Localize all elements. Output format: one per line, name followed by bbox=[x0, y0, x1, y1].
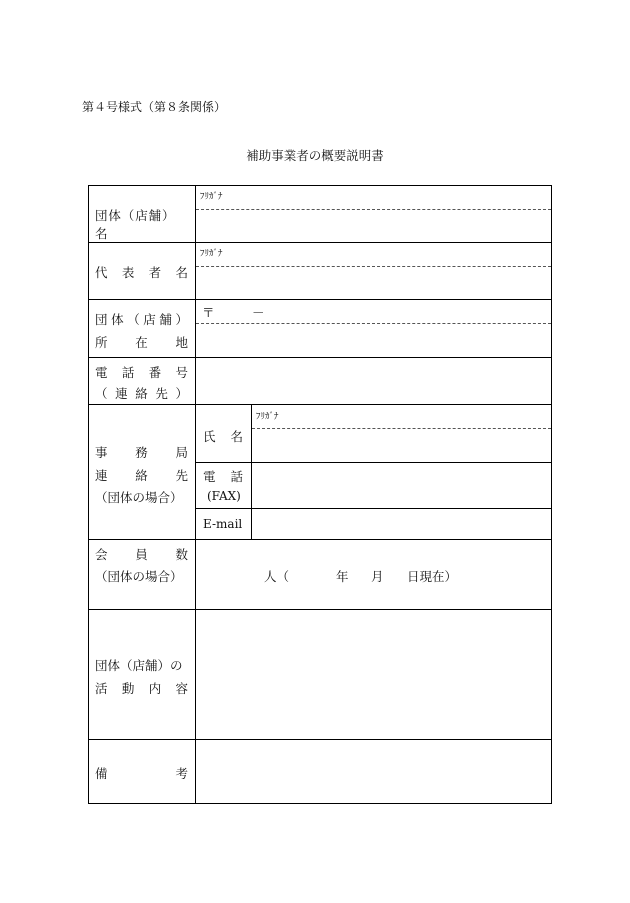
members-year-label: 年 bbox=[336, 569, 349, 584]
office-email-label: E-mail bbox=[203, 517, 243, 531]
activities-label-line2: 活 動 内 容 bbox=[95, 681, 188, 696]
address-label-line2: 所 在 地 bbox=[95, 335, 188, 350]
office-tel-fax-field[interactable] bbox=[252, 463, 551, 507]
representative-label: 代 表 者 名 bbox=[95, 265, 188, 280]
members-month-label: 月 bbox=[371, 569, 384, 584]
office-label-line2: 連 絡 先 bbox=[95, 468, 188, 483]
members-day-label: 日現在） bbox=[407, 569, 458, 584]
office-name-field[interactable] bbox=[252, 429, 551, 461]
members-count-unit: 人（ bbox=[264, 569, 290, 584]
representative-field[interactable] bbox=[196, 267, 551, 298]
phone-label-line1: 電 話 番 号 bbox=[95, 365, 188, 380]
members-label-line2: （団体の場合） bbox=[95, 569, 183, 584]
office-name-label: 氏 名 bbox=[203, 429, 243, 444]
members-field[interactable] bbox=[196, 540, 551, 608]
members-label-line1: 会 員 数 bbox=[95, 547, 188, 562]
activities-label-line1: 団体（店舗）の bbox=[95, 658, 183, 673]
office-tel-label: 電 話 bbox=[203, 469, 243, 484]
activities-field[interactable] bbox=[196, 610, 551, 738]
form-number: 第４号様式（第８条関係） bbox=[82, 100, 227, 114]
postal-dash: － bbox=[252, 305, 265, 320]
phone-field[interactable] bbox=[196, 358, 551, 403]
address-label-line1: 団 体 （ 店 舗 ） bbox=[95, 312, 188, 327]
org-name-field[interactable] bbox=[196, 210, 551, 241]
office-label-line3: （団体の場合） bbox=[95, 490, 183, 505]
office-name-furigana-label: ﾌﾘｶﾞﾅ bbox=[256, 412, 279, 422]
remarks-field[interactable] bbox=[196, 740, 551, 802]
phone-label-line2: （ 連 絡 先 ） bbox=[95, 386, 188, 401]
address-field[interactable] bbox=[196, 324, 551, 356]
org-name-furigana-field[interactable] bbox=[196, 186, 551, 208]
org-name-label: 団体（店舗）名 bbox=[95, 208, 176, 241]
postal-mark: 〒 bbox=[202, 305, 215, 320]
representative-furigana-label: ﾌﾘｶﾞﾅ bbox=[200, 249, 223, 259]
remarks-label: 備 考 bbox=[95, 766, 188, 781]
office-email-field[interactable] bbox=[252, 509, 551, 538]
org-name-furigana-label: ﾌﾘｶﾞﾅ bbox=[200, 192, 223, 202]
office-label-line1: 事 務 局 bbox=[95, 445, 188, 460]
document-title: 補助事業者の概要説明書 bbox=[246, 148, 384, 163]
office-fax-label: (FAX) bbox=[207, 489, 241, 503]
